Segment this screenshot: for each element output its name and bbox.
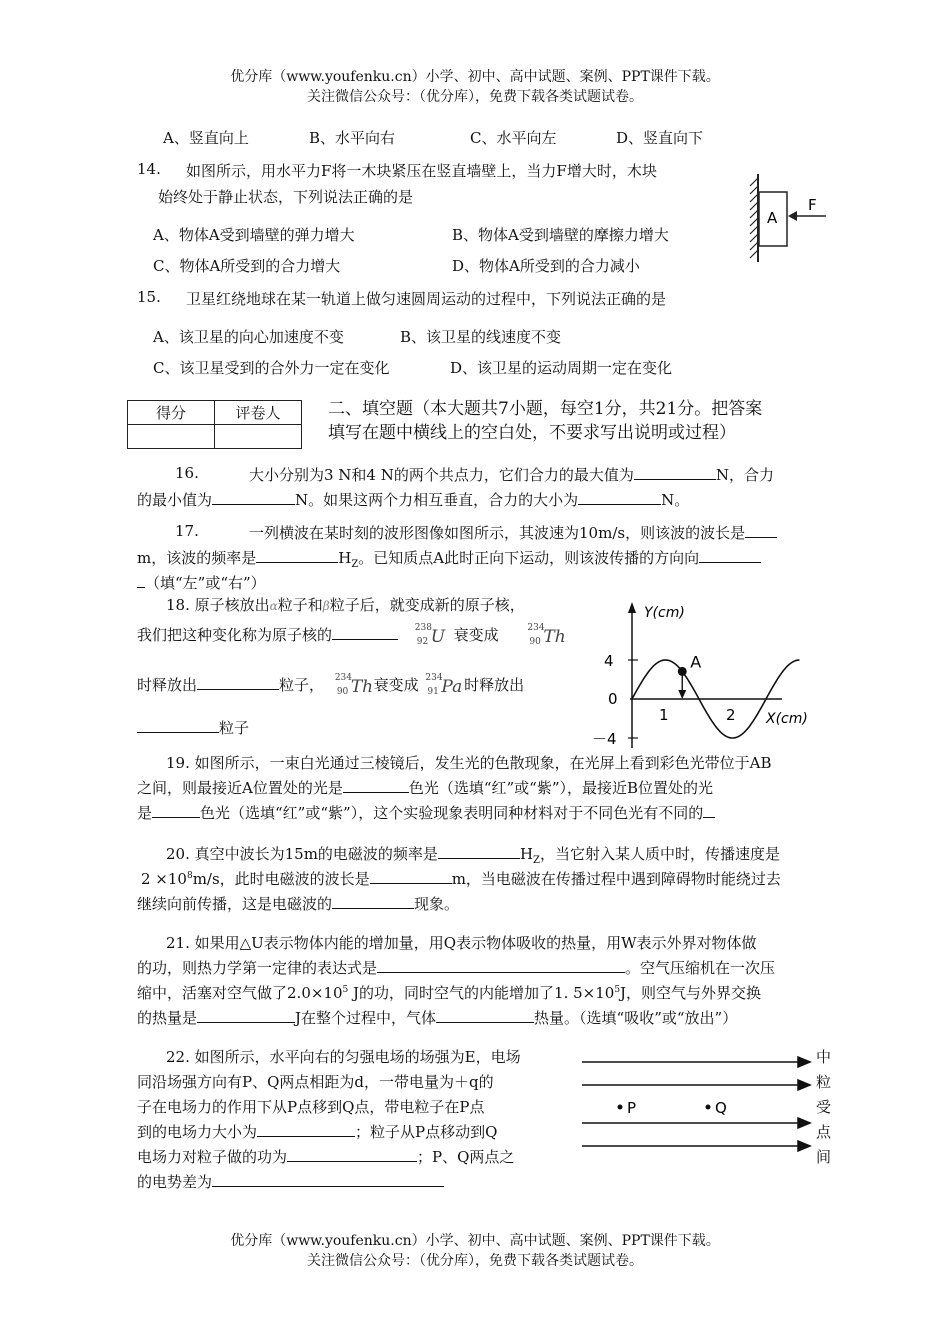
q22-line6 <box>137 1171 444 1192</box>
q17-blank-direction[interactable] <box>699 547 761 563</box>
q22-line1: 22. 如图所示，水平向右的匀强电场的场强为E，电场 <box>166 1048 521 1066</box>
grader-cell[interactable] <box>215 425 302 449</box>
y-axis-label: Y(cm) <box>644 605 685 621</box>
y-tick-label-neg4: －4 <box>592 730 617 748</box>
q20-text-f: m，当电磁波在传播过程中遇到障碍物时能绕过去 <box>451 870 781 888</box>
score-table <box>127 400 302 449</box>
q16-text-c: 的最小值为 <box>137 491 213 509</box>
protactinium-234-nuclide: 234 91 Pa <box>425 673 463 697</box>
grader-header: 评卷人 <box>215 401 302 425</box>
y-tick-label-4: 4 <box>604 652 614 670</box>
q20-text-d: 2 ×10 <box>141 870 187 888</box>
q19-text-a: 之间，则最接近A位置处的光是 <box>137 779 343 797</box>
q14-stem-line1: 如图所示，用水平力F将一木块紧压在竖直墙壁上，当力F增大时，木块 <box>186 162 657 180</box>
q13-option-b: B、水平向右 <box>309 129 396 147</box>
q18-text-a: 18. 原子核放出 <box>166 596 270 614</box>
q14-option-c: C、物体A所受到的合力增大 <box>153 257 341 275</box>
q15-number: 15. <box>137 288 161 306</box>
q20-exp: 8 <box>186 871 193 881</box>
q22-line2: 同沿场强方向有P、Q两点相距为d，一带电量为＋q的 <box>137 1073 494 1091</box>
q22-side-3: 受 <box>816 1098 832 1116</box>
point-p-dot <box>618 1105 623 1110</box>
q21-blank-absorb[interactable] <box>436 1007 534 1023</box>
q18-text-i: 时释放出 <box>464 676 525 694</box>
q21-line3 <box>137 982 761 1003</box>
q20-blank-frequency[interactable] <box>438 843 520 859</box>
point-q-dot <box>706 1105 711 1110</box>
q17-blank-frequency[interactable] <box>256 547 338 563</box>
q20-text-a: 20. 真空中波长为15m的电磁波的频率是 <box>166 845 438 863</box>
q19-text-d: 色光（选填“红”或“紫”），这个实验现象表明同种材料对于不同色光有不同的 <box>200 804 704 822</box>
header-line-2: 关注微信公众号：（优分库），免费下载各类试题试卷。 <box>307 89 643 105</box>
force-label: F <box>808 196 817 214</box>
beta-symbol: β <box>322 599 330 613</box>
q22-text-d: ；P、Q两点之 <box>417 1148 515 1166</box>
q16-text-b: N，合力 <box>715 466 775 484</box>
q17-text-d: 。已知质点A此时正向下运动，则该波传播的方向向 <box>358 549 700 567</box>
x-tick-label-1: 1 <box>659 706 669 724</box>
q13-option-d: D、竖直向下 <box>616 129 704 147</box>
q13-option-a: A、竖直向上 <box>163 129 249 147</box>
q21-text-e: J，则空气与外界交换 <box>620 984 762 1002</box>
q15-stem: 卫星红绕地球在某一轨道上做匀速圆周运动的过程中，下列说法正确的是 <box>186 290 667 308</box>
q20-blank-wavelength[interactable] <box>370 868 452 884</box>
q22-blank-force[interactable] <box>257 1121 355 1137</box>
q13-option-c: C、水平向左 <box>470 129 557 147</box>
q20-text-h: 现象。 <box>414 895 460 913</box>
q19-line1: 19. 如图所示，一束白光通过三棱镜后，发生光的色散现象，在光屏上看到彩色光带位于AB <box>166 754 772 772</box>
q20-blank-phenomenon[interactable] <box>332 893 414 909</box>
q21-line4 <box>137 1007 737 1028</box>
field-arrow-4 <box>798 1141 810 1151</box>
q14-number: 14. <box>137 160 161 178</box>
y-axis-arrow <box>628 602 636 613</box>
q22-line3: 子在电场力的作用下从P点移到Q点，带电粒子在P点 <box>137 1098 485 1116</box>
q16-blank-perp[interactable] <box>578 489 661 505</box>
q16-blank-min[interactable] <box>212 489 295 505</box>
q20-text-e: m/s，此时电磁波的波长是 <box>192 870 370 888</box>
q17-text-c: H <box>338 549 352 567</box>
q18-text-f: 时释放出 <box>137 676 198 694</box>
q21-text-f: 的热量是 <box>137 1009 198 1027</box>
wave-graph <box>586 598 816 753</box>
q22-side-2: 粒 <box>816 1073 832 1091</box>
q21-text-b: 。空气压缩机在一次压 <box>625 959 776 977</box>
q14-option-b: B、物体A受到墙壁的摩擦力增大 <box>452 226 669 244</box>
q17-number: 17. <box>175 522 199 540</box>
point-a-marker <box>678 667 687 676</box>
q15-option-b: B、该卫星的线速度不变 <box>400 328 562 346</box>
force-arrowhead <box>788 211 797 221</box>
q22-text-c: 电场力对粒子做的功为 <box>137 1148 288 1166</box>
q19-blank-c[interactable] <box>703 802 715 818</box>
q21-line2 <box>137 957 775 978</box>
q17-line3 <box>137 572 266 593</box>
q20-line1 <box>166 843 780 866</box>
header-line-1: 优分库（www.youfenku.cn）小学、初中、高中试题、案例、PPT课件下载。 <box>230 69 720 85</box>
q17-blank-wavelength[interactable] <box>745 522 777 538</box>
q18-text-c: 粒子后，就变成新的原子核， <box>329 596 525 614</box>
electric-field-figure <box>578 1052 814 1156</box>
q18-text-e: 衰变成 <box>453 626 499 644</box>
field-arrow-1 <box>798 1057 810 1067</box>
q18-blank-particle2[interactable] <box>137 717 219 733</box>
q22-blank-work[interactable] <box>287 1146 417 1162</box>
q18-blank-change[interactable] <box>332 624 398 640</box>
q20-text-g: 继续向前传播，这是电磁波的 <box>137 895 333 913</box>
q20-line2 <box>141 868 781 889</box>
q15-option-a: A、该卫星的向心加速度不变 <box>153 328 344 346</box>
q18-line4 <box>137 717 249 738</box>
thorium-234-nuclide-2: 234 90 Th <box>334 673 374 697</box>
score-header: 得分 <box>128 401 215 425</box>
q19-blank-b[interactable] <box>152 802 200 818</box>
q16-blank-max[interactable] <box>634 464 716 480</box>
q15-option-d: D、该卫星的运动周期一定在变化 <box>450 359 673 377</box>
uranium-238-nuclide: 238 92 U <box>414 623 446 647</box>
point-q-label: Q <box>715 1099 727 1117</box>
q21-exp2: 5 <box>614 985 621 995</box>
q18-text-j: 粒子 <box>219 719 250 737</box>
q22-line5 <box>137 1146 514 1167</box>
q14-option-a: A、物体A受到墙壁的弹力增大 <box>153 226 355 244</box>
q20-unit-sub: Z <box>533 855 540 866</box>
q17-line2 <box>137 547 761 570</box>
point-a-arrowhead <box>678 690 686 699</box>
q18-text-d: 我们把这种变化称为原子核的 <box>137 626 333 644</box>
q16-text-e: N。 <box>661 491 690 509</box>
y-tick-label-0: 0 <box>608 690 618 708</box>
q19-text-b: 色光（选填“红”或“紫”），最接近B位置处的光 <box>408 779 714 797</box>
q20-line3 <box>137 893 459 914</box>
q18-text-b: 粒子和 <box>277 596 323 614</box>
q17-line1 <box>249 522 777 543</box>
q17-blank-tail <box>137 572 145 588</box>
q19-line2 <box>137 777 713 798</box>
block-label: A <box>767 209 778 227</box>
point-p-label: P <box>627 1099 637 1117</box>
q21-text-a: 的功，则热力学第一定律的表达式是 <box>137 959 378 977</box>
q14-stem-line2: 始终处于静止状态，下列说法正确的是 <box>158 188 414 206</box>
q18-text-h: 衰变成 <box>373 676 419 694</box>
q17-unit-sub: Z <box>351 559 359 570</box>
x-axis-label: X(cm) <box>766 711 808 727</box>
section2-title-line1: 二、填空题（本大题共7小题，每空1分，共21分。把答案 <box>328 399 763 419</box>
q22-line4 <box>137 1121 497 1142</box>
q21-exp1: 5 <box>342 985 349 995</box>
field-arrow-3 <box>798 1118 810 1128</box>
q22-side-4: 点 <box>816 1123 832 1141</box>
q21-text-h: 热量。（选填“吸收”或“放出”） <box>534 1009 738 1027</box>
q15-option-c: C、该卫星受到的合外力一定在变化 <box>153 359 390 377</box>
q22-side-1: 中 <box>816 1048 832 1066</box>
thorium-234-nuclide: 234 90 Th <box>527 623 566 647</box>
q22-text-a: 到的电场力大小为 <box>137 1123 258 1141</box>
q19-line3 <box>137 802 715 823</box>
q18-line1 <box>166 594 525 615</box>
q17-text-e: （填“左”或“右”） <box>145 574 266 592</box>
q22-blank-voltage[interactable] <box>212 1171 444 1187</box>
q19-blank-a[interactable] <box>343 777 409 793</box>
q21-text-c: 缩中，活塞对空气做了2.0×10 <box>137 984 343 1002</box>
q16-text-a: 大小分别为3 N和4 N的两个共点力，它们合力的最大值为 <box>249 466 634 484</box>
q18-line2 <box>137 623 566 647</box>
q20-text-c: ，当它射入某人质中时，传播速度是 <box>539 845 780 863</box>
footer-line-1: 优分库（www.youfenku.cn）小学、初中、高中试题、案例、PPT课件下载。 <box>230 1233 720 1249</box>
q16-line2 <box>137 489 689 510</box>
q22-text-e: 的电势差为 <box>137 1173 213 1191</box>
field-arrow-2 <box>798 1080 810 1090</box>
q21-line1: 21. 如果用△U表示物体内能的增加量，用Q表示物体吸收的热量，用W表示外界对物体做 <box>166 934 757 952</box>
q21-blank-law[interactable] <box>377 957 625 973</box>
q22-text-b: ；粒子从P点移动到Q <box>355 1123 498 1141</box>
alpha-symbol: α <box>269 599 278 613</box>
x-tick-label-2: 2 <box>726 706 736 724</box>
q21-text-d: J的功，同时空气的内能增加了1. 5×10 <box>348 984 615 1002</box>
q18-blank-particle1[interactable] <box>197 674 279 690</box>
q16-line1 <box>249 464 774 485</box>
section2-title-line2: 填写在题中横线上的空白处，不要求写出说明或过程） <box>328 423 736 443</box>
q20-text-b: H <box>519 845 534 863</box>
point-a-label: A <box>690 652 702 672</box>
q18-text-g: 粒子， <box>279 676 325 694</box>
q17-text-b: m，该波的频率是 <box>137 549 257 567</box>
q22-side-5: 间 <box>816 1148 832 1166</box>
q14-wall-block-figure <box>738 170 838 266</box>
q21-blank-heat[interactable] <box>197 1007 295 1023</box>
q19-text-c: 是 <box>137 804 153 822</box>
q16-text-d: N。如果这两个力相互垂直，合力的大小为 <box>295 491 579 509</box>
footer-line-2: 关注微信公众号：（优分库），免费下载各类试题试卷。 <box>307 1253 643 1269</box>
q16-number: 16. <box>175 464 199 482</box>
q18-line3 <box>137 674 524 697</box>
q14-option-d: D、物体A所受到的合力减小 <box>452 257 640 275</box>
q17-text-a: 一列横波在某时刻的波形图像如图所示，其波速为10m/s，则该波的波长是 <box>249 524 746 542</box>
wall-hatching <box>750 178 758 258</box>
score-cell[interactable] <box>128 425 215 449</box>
q21-text-g: J在整个过程中，气体 <box>295 1009 437 1027</box>
